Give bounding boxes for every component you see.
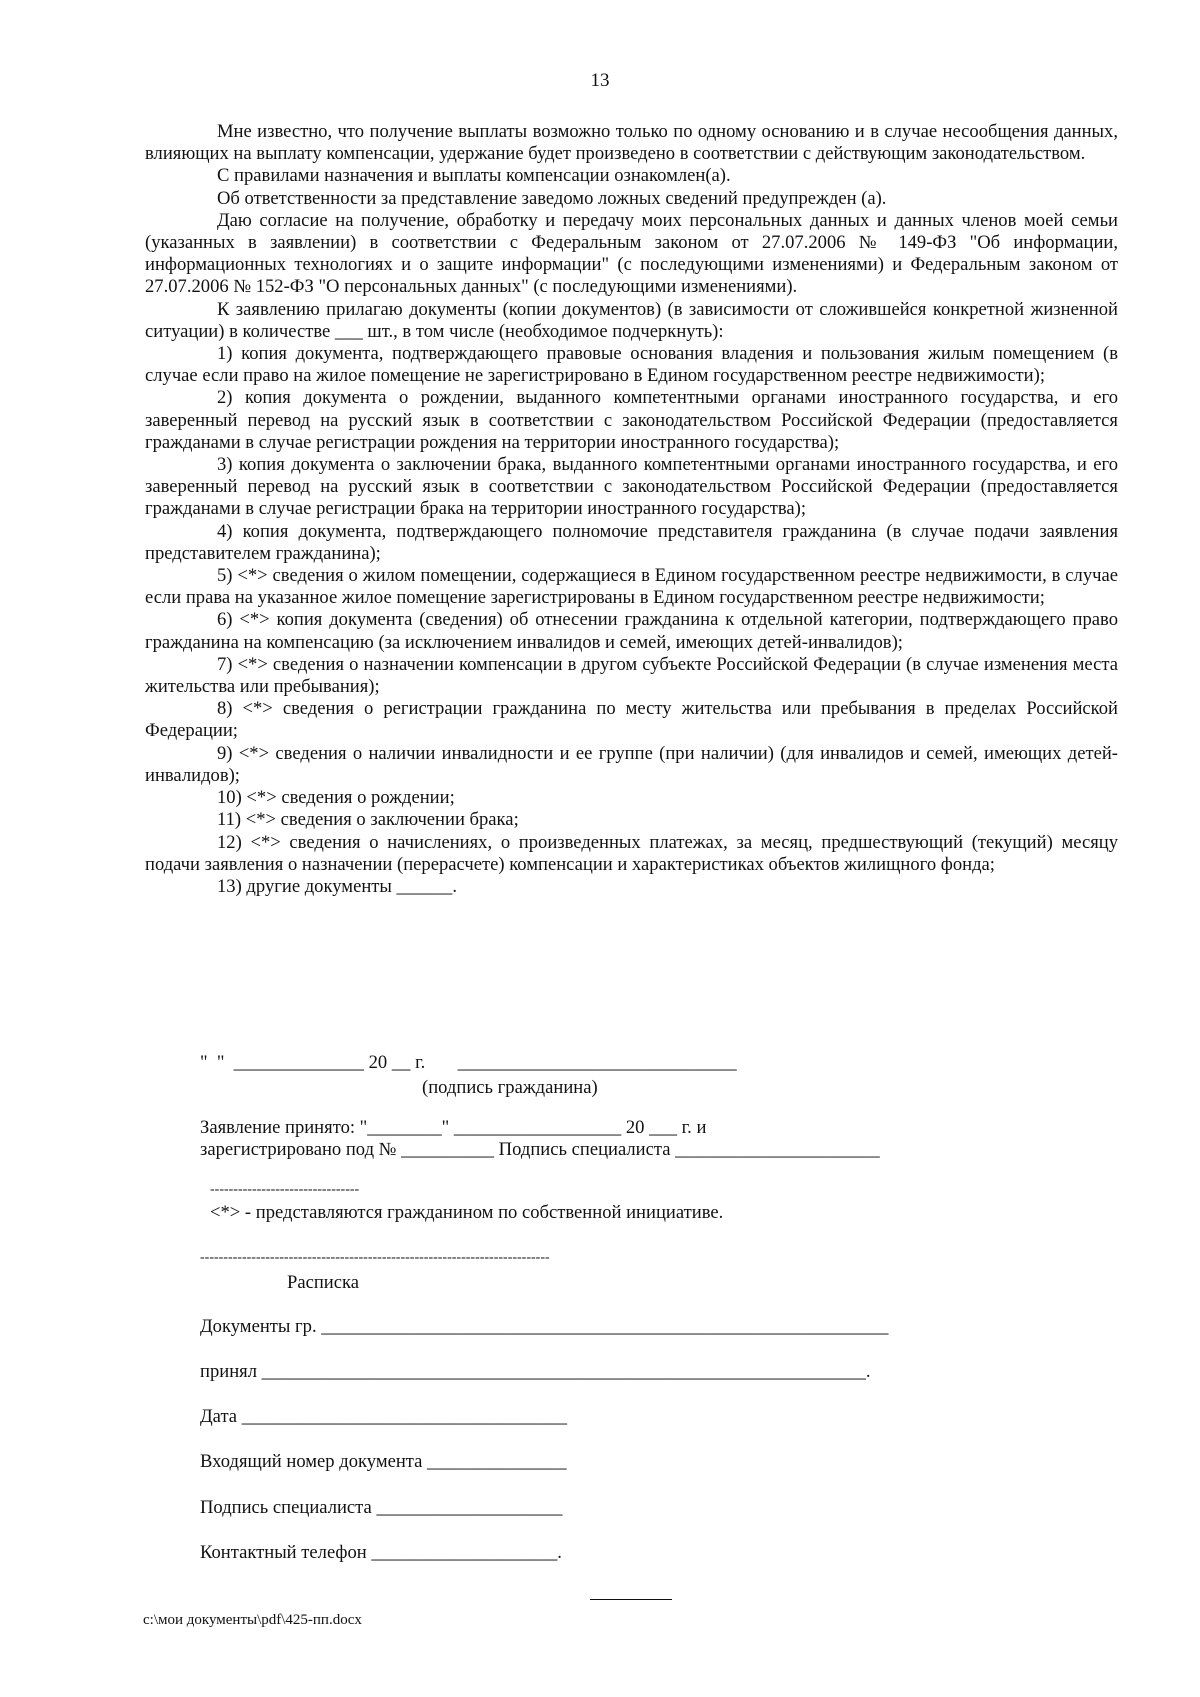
paragraph-liability-warning: Об ответственности за представление заведомо ложных сведений предупрежден (а). xyxy=(217,187,887,209)
file-path: c:\мои документы\pdf\425-пп.docx xyxy=(143,1612,362,1628)
list-item: 10) <*> сведения о рождении; xyxy=(217,787,455,809)
receipt-date: Дата ___________________________________ xyxy=(200,1406,568,1427)
list-item: 2) копия документа о рождении, выданного компетентными органами иностранного государства, и его заверенный перевод на русский язык в соответствии с законодательством Российской Федерации (предоставляется гражданами в случае регистрации рождения на территории иностранного государства); xyxy=(145,387,1118,453)
list-item: 5) <*> сведения о жилом помещении, содержащиеся в Едином государственном реестре недвижимости, в случае если права на указанное жилое помещение зарегистрированы в Едином государственном реестре недвижимости; xyxy=(145,565,1118,609)
paragraph-awareness: Мне известно, что получение выплаты возможно только по одному основанию и в случае несообщения данных, влияющих на выплату компенсации, удержание будет произведено в соответствии с действующим законодательством. xyxy=(145,121,1118,165)
list-item: 12) <*> сведения о начислениях, о произведенных платежах, за месяц, предшествующий (текущий) месяцу подачи заявления о назначении (перерасчете) компенсации и характеристиках объектов жилищного фонда; xyxy=(145,831,1118,875)
list-item: 1) копия документа, подтверждающего правовые основания владения и пользования жилым помещением (в случае если право на жилое помещение не зарегистрировано в Едином государственном реестре недвижимости); xyxy=(145,343,1118,387)
receipt-title: Расписка xyxy=(287,1272,360,1293)
document-body xyxy=(145,121,1118,898)
bottom-rule xyxy=(590,1599,672,1600)
list-item: 9) <*> сведения о наличии инвалидности и ее группе (при наличии) (для инвалидов и семей, имеющих детей-инвалидов); xyxy=(145,742,1118,786)
receipt-documents-from: Документы гр. _____________________________________________________________ xyxy=(200,1316,889,1337)
receipt-incoming-number: Входящий номер документа _______________ xyxy=(200,1451,567,1472)
signature-caption: (подпись гражданина) xyxy=(422,1077,598,1098)
paragraph-attachments-intro: К заявлению прилагаю документы (копии документов) (в зависимости от сложившейся конкретной жизненной ситуации) в количестве ___ шт., в том числе (необходимое подчеркнуть): xyxy=(145,298,1118,342)
cut-line: --------------------------------------------------------------------------- xyxy=(200,1250,550,1265)
page-number: 13 xyxy=(590,70,610,91)
list-item: 6) <*> копия документа (сведения) об отнесении гражданина к отдельной категории, подтверждающего право гражданина на компенсацию (за исключением инвалидов и семей, имеющих детей-инвалидов); xyxy=(145,609,1118,653)
receipt-accepted-by: принял _________________________________________________________________. xyxy=(200,1361,871,1382)
paragraph-personal-data-consent: Даю согласие на получение, обработку и передачу моих персональных данных и данных членов моей семьи (указанных в заявлении) в соответствии с Федеральным законом от 27.07.2006 № 149-ФЗ "Об информации, информационных технологиях и о защите информации" (с последующими изменениями) и Федеральным законом от 27.07.2006 № 152-ФЗ "О персональных данных" (с последующими изменениями). xyxy=(145,209,1118,298)
acceptance-line-2: зарегистрировано под № __________ Подпись специалиста ______________________ xyxy=(200,1139,880,1160)
footnote-separator: -------------------------------- xyxy=(210,1182,360,1197)
acceptance-line-1: Заявление принято: "________" __________________ 20 ___ г. и xyxy=(200,1117,707,1138)
footnote-text: <*> - представляются гражданином по собственной инициативе. xyxy=(210,1202,724,1223)
list-item: 4) копия документа, подтверждающего полномочие представителя гражданина (в случае подачи заявления представителем гражданина); xyxy=(145,520,1118,564)
paragraph-rules-acknowledged: С правилами назначения и выплаты компенсации ознакомлен(а). xyxy=(217,165,731,187)
list-item: 11) <*> сведения о заключении брака; xyxy=(217,809,519,831)
receipt-specialist-signature: Подпись специалиста ____________________ xyxy=(200,1497,563,1518)
list-item: 8) <*> сведения о регистрации гражданина по месту жительства или пребывания в пределах Российской Федерации; xyxy=(145,698,1118,742)
signature-date-line: " " ______________ 20 __ г. ______________________________ xyxy=(200,1052,737,1073)
list-item: 13) другие документы ______. xyxy=(217,875,457,897)
receipt-contact-phone: Контактный телефон ____________________. xyxy=(200,1542,562,1563)
list-item: 3) копия документа о заключении брака, выданного компетентными органами иностранного государства, и его заверенный перевод на русский язык в соответствии с законодательством Российской Федерации (предоставляется гражданами в случае регистрации брака на территории иностранного государства); xyxy=(145,454,1118,520)
list-item: 7) <*> сведения о назначении компенсации в другом субъекте Российской Федерации (в случае изменения места жительства или пребывания); xyxy=(145,653,1118,698)
